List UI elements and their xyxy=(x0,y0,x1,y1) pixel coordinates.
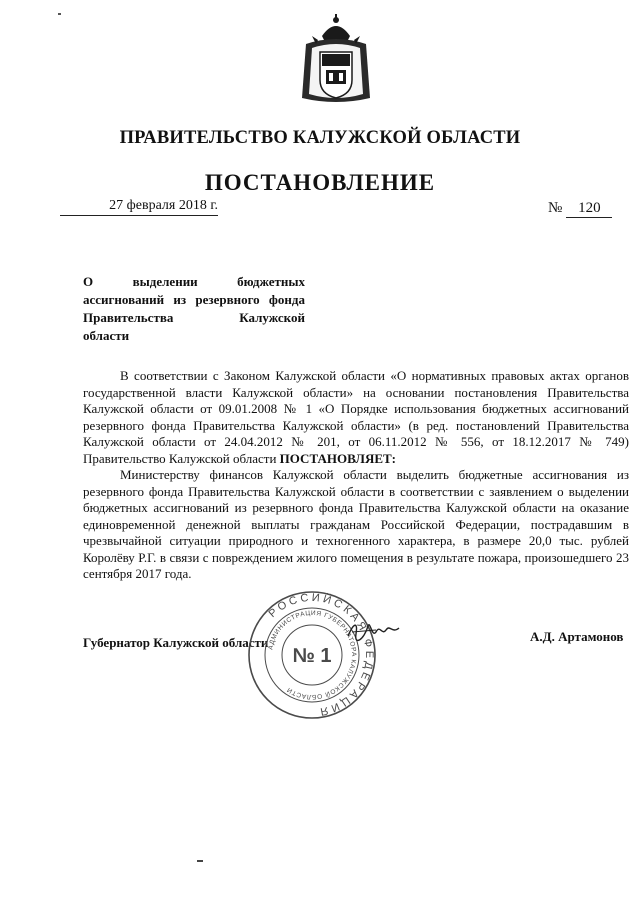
seal-number: № 1 xyxy=(292,645,332,667)
document-number-value: 120 xyxy=(566,200,612,218)
handwritten-signature xyxy=(346,618,401,644)
scan-artifact xyxy=(197,860,203,862)
decree-keyword: ПОСТАНОВЛЯЕТ: xyxy=(279,450,396,466)
official-seal-stamp xyxy=(247,590,377,720)
document-number-label: № xyxy=(548,200,563,216)
document-number xyxy=(548,200,612,218)
signer-role: Губернатор Калужской области xyxy=(83,635,269,650)
paragraph-1-text: В соответствии с Законом Калужской области «О нормативных правовых актах органов государственной власти Калужской области» на основании постановления Правительства Калужской области от 09.01.2008 № 1 «О Порядке использования бюджетных ассигнований резервного фонда Правительства Калужской области» (в ред. постановлений Правительства Калужской области от 24.04.2012 № 201, от 06.11.2012 № 556, от 18.12.2017 № 749) Правительство Калужской области xyxy=(83,368,629,466)
coat-of-arms-emblem xyxy=(300,14,372,106)
body-paragraph-2: Министерству финансов Калужской области выделить бюджетные ассигнования из резервного фонда Правительства Калужской области в соответствии с заявлением о выделении бюджетных ассигнований из резервного фонда Правительства Калужской области на оказание единовременной денежной выплаты гражданам Российской Федерации, пострадавшим в чрезвычайной ситуации природного и техногенного характера, в размере 20,0 тыс. рублей Королёву Р.Г. в связи с повреждением жилого помещения в результате пожара, произошедшего 23 сентября 2017 года. xyxy=(83,467,629,581)
body-paragraph-1 xyxy=(83,368,629,467)
subject-line: области xyxy=(83,328,130,343)
document-type-title: ПОСТАНОВЛЕНИЕ xyxy=(204,170,436,195)
signer-name: А.Д. Артамонов xyxy=(530,629,624,644)
crown-icon xyxy=(322,14,350,40)
subject-line: Правительства Калужской xyxy=(83,310,305,325)
document-date: 27 февраля 2018 г. xyxy=(60,198,218,216)
document-subject xyxy=(83,273,305,345)
subject-line: О выделении бюджетных xyxy=(83,274,305,289)
scan-artifact xyxy=(58,13,61,15)
seal-inner-text: АДМИНИСТРАЦИЯ ГУБЕРНАТОРА КАЛУЖСКОЙ ОБЛАСТИ xyxy=(267,609,358,701)
seal-outer-text: РОССИЙСКАЯ ФЕДЕРАЦИЯ xyxy=(266,591,376,718)
subject-line: ассигнований из резервного фонда xyxy=(83,292,305,307)
document-body xyxy=(83,368,629,583)
government-title: ПРАВИТЕЛЬСТВО КАЛУЖСКОЙ ОБЛАСТИ xyxy=(119,128,521,148)
